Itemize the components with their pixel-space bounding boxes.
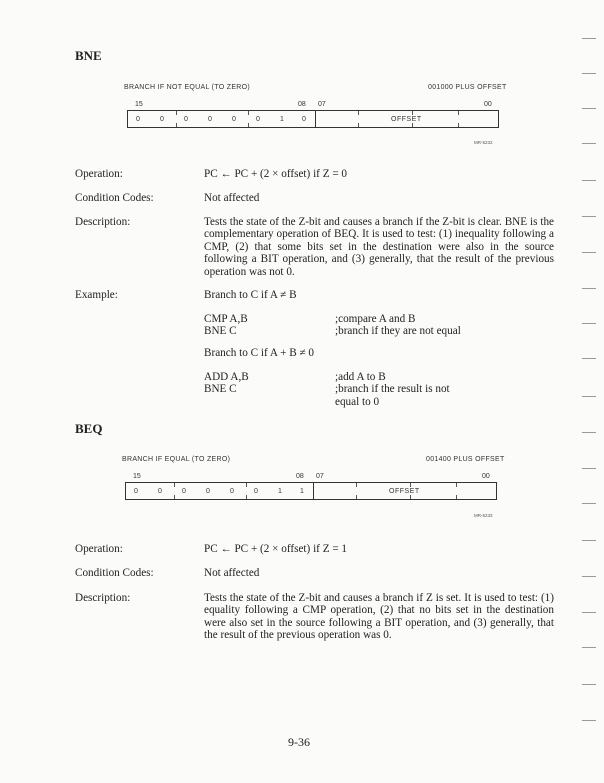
bne-offset-field: OFFSET bbox=[391, 116, 422, 123]
beq-bit-cell: 0 bbox=[134, 488, 138, 495]
bne-condition: Not affected bbox=[204, 192, 260, 204]
beq-bit-cell: 0 bbox=[230, 488, 234, 495]
beq-bit-cell: 0 bbox=[206, 488, 210, 495]
bne-bit-08: 08 bbox=[298, 101, 306, 108]
bne-condition-label: Condition Codes: bbox=[75, 192, 154, 204]
bne-example2-intro: Branch to C if A + B ≠ 0 bbox=[204, 347, 315, 359]
page-number: 9-36 bbox=[288, 735, 310, 749]
bne-description-label: Description: bbox=[75, 216, 131, 228]
bne-example1-code bbox=[204, 313, 248, 338]
beq-operation-label: Operation: bbox=[75, 543, 123, 555]
code-comment: ;branch if they are not equal bbox=[335, 325, 461, 338]
beq-bit-cell: 1 bbox=[300, 488, 304, 495]
bne-operation-label: Operation: bbox=[75, 168, 123, 180]
code-comment: ;branch if the result is not bbox=[335, 383, 450, 396]
bne-example2-code bbox=[204, 371, 249, 396]
bne-example2-comments bbox=[335, 371, 450, 408]
bne-bit-cell: 0 bbox=[184, 116, 188, 123]
beq-description: Tests the state of the Z-bit and causes a branch if Z is set. It is used to test: (1) equality following a CMP operation, (2) that no bits set in the destination were also set in the source following a BIT operation, and (3) generally, that the result of the previous operation was 0. bbox=[204, 592, 554, 642]
bne-bit-cell: 0 bbox=[136, 116, 140, 123]
beq-condition: Not affected bbox=[204, 567, 260, 579]
code-comment: equal to 0 bbox=[335, 395, 380, 408]
beq-bit-cell: 0 bbox=[158, 488, 162, 495]
beq-heading: BEQ bbox=[75, 421, 103, 436]
beq-bit-cell: 0 bbox=[182, 488, 186, 495]
beq-figure-ref: MR-5233 bbox=[474, 513, 493, 518]
bne-bit-cell: 0 bbox=[208, 116, 212, 123]
bne-heading: BNE bbox=[75, 48, 102, 63]
code-comment: ;add A to B bbox=[335, 371, 386, 383]
bne-bit-cell: 0 bbox=[160, 116, 164, 123]
bne-example1-intro: Branch to C if A ≠ B bbox=[204, 289, 297, 301]
bne-diagram-title: BRANCH IF NOT EQUAL (TO ZERO) bbox=[124, 84, 251, 91]
code-line: CMP A,B bbox=[204, 313, 248, 325]
bne-bit-cell: 0 bbox=[302, 116, 306, 123]
bne-bit-cell: 1 bbox=[280, 116, 284, 123]
beq-opcode: 001400 PLUS OFFSET bbox=[426, 456, 505, 463]
beq-bit-00: 00 bbox=[482, 473, 490, 480]
beq-offset-field: OFFSET bbox=[389, 488, 420, 495]
beq-description-label: Description: bbox=[75, 592, 131, 604]
beq-bit-15: 15 bbox=[133, 473, 141, 480]
code-comment: ;compare A and B bbox=[335, 313, 416, 325]
beq-bit-08: 08 bbox=[296, 473, 304, 480]
bne-figure-ref: MR-5232 bbox=[474, 140, 493, 145]
beq-diagram-title: BRANCH IF EQUAL (TO ZERO) bbox=[122, 456, 231, 463]
bne-instruction-format bbox=[127, 110, 499, 128]
bne-description: Tests the state of the Z-bit and causes a branch if the Z-bit is clear. BNE is the complementary operation of BEQ. It is used to test: (1) inequality following a CMP, (2) that some bits set in the destination were also in the source following a BIT operation, and (3) generally, that the result of the previous operation was not 0. bbox=[204, 216, 554, 278]
beq-operation: PC ← PC + (2 × offset) if Z = 1 bbox=[204, 543, 348, 555]
bne-example1-comments bbox=[335, 313, 461, 338]
beq-bit-07: 07 bbox=[316, 473, 324, 480]
code-line: ADD A,B bbox=[204, 371, 249, 383]
code-line: BNE C bbox=[204, 383, 237, 396]
bne-bit-07: 07 bbox=[318, 101, 326, 108]
bne-bit-00: 00 bbox=[484, 101, 492, 108]
bne-opcode: 001000 PLUS OFFSET bbox=[428, 84, 507, 91]
bne-bit-cell: 0 bbox=[232, 116, 236, 123]
beq-bit-cell: 0 bbox=[254, 488, 258, 495]
field-divider bbox=[315, 111, 316, 127]
field-divider bbox=[313, 483, 314, 499]
beq-bit-cell: 1 bbox=[278, 488, 282, 495]
beq-condition-label: Condition Codes: bbox=[75, 567, 154, 579]
code-line: BNE C bbox=[204, 325, 237, 338]
bne-operation: PC ← PC + (2 × offset) if Z = 0 bbox=[204, 168, 348, 180]
bne-bit-15: 15 bbox=[135, 101, 143, 108]
bne-bit-cell: 0 bbox=[256, 116, 260, 123]
beq-instruction-format bbox=[125, 482, 497, 500]
bne-example-label: Example: bbox=[75, 289, 118, 301]
